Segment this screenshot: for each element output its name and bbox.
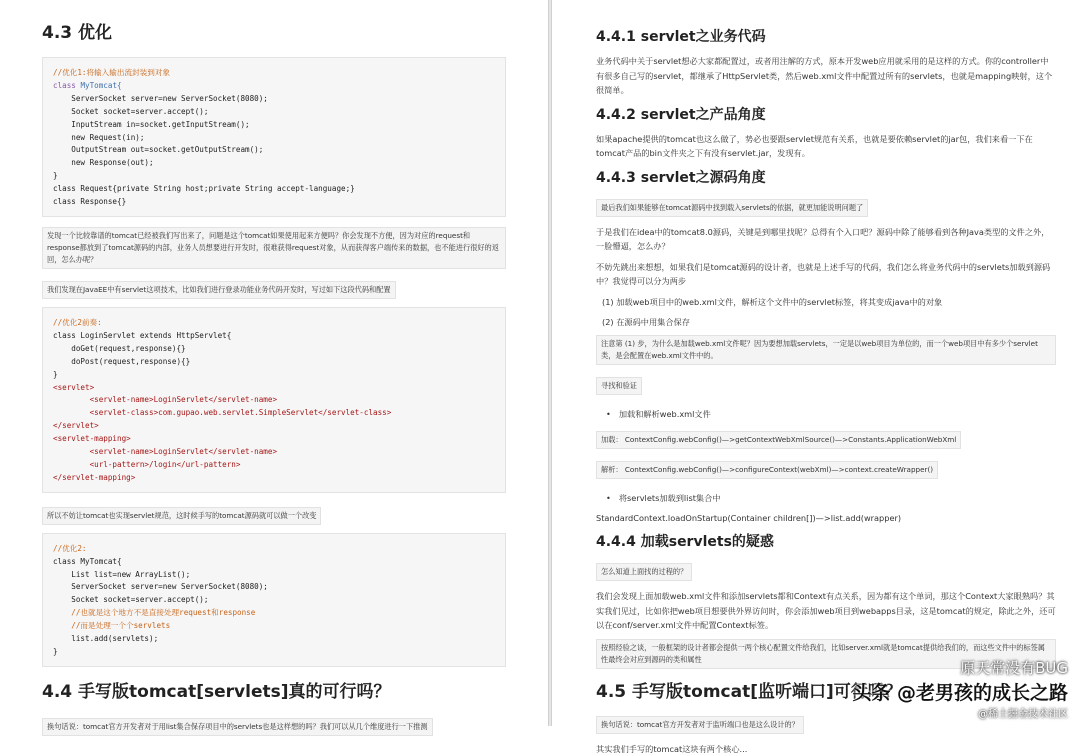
paragraph-4-4-3-b: 不妨先跳出来想想，如果我们是tomcat源码的设计者，也就是上述手写的代码，我们怎么将业务代码中的servlets加载到源码中？我觉得可以分为两步 <box>596 260 1056 289</box>
code-comment: //而是处理一个个servlets <box>53 621 170 630</box>
code-line: InputStream in=socket.getInputStream(); <box>53 120 250 129</box>
heading-4-4-1: 4.4.1 servlet之业务代码 <box>596 26 1056 46</box>
paragraph-4-5: 其实我们手写的tomcat这块有两个核心... <box>596 742 1056 756</box>
step-1: (1) 加载web项目中的web.xml文件，解析这个文件中的servlet标签，将其变成java中的对象 <box>602 295 1056 309</box>
code-line: ServerSocket server=new ServerSocket(8080); <box>53 582 268 591</box>
code-block-2 <box>42 307 506 493</box>
xml-line: <servlet-name>LoginServlet</servlet-name> <box>53 447 277 456</box>
xml-line: </servlet> <box>53 421 99 430</box>
code-line: Socket socket=server.accept(); <box>53 595 208 604</box>
watermark <box>852 657 1068 720</box>
xml-line: </servlet-mapping> <box>53 473 135 482</box>
code-line: OutputStream out=socket.getOutputStream(); <box>53 145 263 154</box>
note-4-4-3: 最后我们如果能够在tomcat源码中找到载入servlets的依据，就更加能说明问题了 <box>596 199 868 217</box>
xml-line: <servlet-mapping> <box>53 434 131 443</box>
code-block-1 <box>42 57 506 217</box>
paragraph-4-4-3-a: 于是我们在idea中的tomcat8.0源码，关键是到哪里找呢？总得有个入口吧？源码中除了能够看到各种Java类型的文件之外，一脸懵逼，怎么办？ <box>596 225 1056 254</box>
code-line: class Request{private String host;private String accept-language;} <box>53 184 355 193</box>
bullet-add-to-list: • 将servlets加载到list集合中 <box>606 491 1056 505</box>
note-verify: 寻找和验证 <box>596 377 642 395</box>
paragraph-standard-context: StandardContext.loadOnStartup(Container children[])—>list.add(wrapper) <box>596 511 1056 526</box>
note-4-5: 换句话说：tomcat官方开发者对于监听端口也是这么设计的？ <box>596 716 804 734</box>
note-paragraph-2: 我们发现在JavaEE中有servlet这项技术，比如我们进行登录功能业务代码开发时，写过如下这段代码和配置 <box>42 281 396 299</box>
code-line: new Response(out); <box>53 158 154 167</box>
watermark-line-top: 原天常没有BUG <box>852 657 1068 678</box>
paragraph-4-4-1: 业务代码中关于servlet想必大家都配置过，或者用注解的方式，原本开发web应用就采用的是这样的方式。你的controller中有很多自己写的servlet，都继承了HttpServlet类，然后web.xml文件中配置过所有的servlets，也就是mapping映射，这个很简单。 <box>596 54 1056 98</box>
code-line: doPost(request,response){} <box>53 357 190 366</box>
section-heading-4-5: 4.5 手写版tomcat[监听端口]可行吗？ <box>596 677 1056 702</box>
xml-line: <servlet-class>com.gupao.web.servlet.SimpleServlet</servlet-class> <box>53 408 391 417</box>
note-4-4-4: 怎么知道上面找的过程的？ <box>596 563 692 581</box>
note-paragraph-4: 换句话说：tomcat官方开发者对于用list集合保存项目中的servlets也是这样想的吗？我们可以从几个维度进行一下推测 <box>42 718 433 736</box>
xml-line: <servlet-name>LoginServlet</servlet-name> <box>53 395 277 404</box>
code-line: List list=new ArrayList(); <box>53 570 190 579</box>
section-heading-4-4: 4.4 手写版tomcat[servlets]真的可行吗？ <box>42 677 506 702</box>
code-line: } <box>53 647 58 656</box>
code-comment: //优化1:将输入输出流封装到对象 <box>53 68 170 77</box>
code-keyword: class <box>53 81 76 90</box>
code-line: Socket socket=server.accept(); <box>53 107 208 116</box>
heading-4-4-4: 4.4.4 加载servlets的疑惑 <box>596 531 1056 551</box>
paragraph-4-4-4: 我们会发现上面加载web.xml文件和添加servlets都和Context有点关系，因为都有这个单词，那这个Context大家眼熟吗？其实我们见过，比如你把web项目想要供外界访问时，你会添加web项目到webapps目录，这是tomcat的规定，除此之外，还可以在conf/server.xml文件中配置Context标签。 <box>596 589 1056 633</box>
code-line: } <box>53 171 58 180</box>
code-line: class Response{} <box>53 197 126 206</box>
xml-line: <url-pattern>/login</url-pattern> <box>53 460 240 469</box>
heading-4-4-3: 4.4.3 servlet之源码角度 <box>596 167 1056 187</box>
note-load-chain: 加载： ContextConfig.webConfig()—>getContextWebXmlSource()—>Constants.ApplicationWebXml <box>596 431 961 449</box>
step-2: (2) 在源码中用集合保存 <box>602 315 1056 329</box>
note-attention: 注意第 (1) 步，为什么是加载web.xml文件呢？因为要想加载servlets，一定是以web项目为单位的，而一个web项目中有多少个servlet类，是会配置在web.xml文件中的。 <box>596 335 1056 365</box>
right-page <box>552 0 1080 726</box>
watermark-line-1: 头条 @老男孩的成长之路 <box>852 678 1068 705</box>
code-line: new Request(in); <box>53 133 144 142</box>
code-line: MyTomcat{ <box>80 81 121 90</box>
note-4-4-4-experience: 按照经验之谈，一般框架的设计者都会提供一两个核心配置文件给我们，比如server.xml就是tomcat提供给我们的，而这些文件中的标签属性最终会对应到源码的类和属性 <box>596 639 1056 669</box>
code-block-3 <box>42 533 506 667</box>
code-line: doGet(request,response){} <box>53 344 186 353</box>
xml-line: <servlet> <box>53 383 94 392</box>
code-line: list.add(servlets); <box>53 634 158 643</box>
code-line: ServerSocket server=new ServerSocket(8080); <box>53 94 268 103</box>
code-comment: //优化2前奏: <box>53 318 102 327</box>
code-line: } <box>53 370 58 379</box>
code-line: class MyTomcat{ <box>53 557 122 566</box>
note-paragraph-1: 发现一个比较靠谱的tomcat已经被我们写出来了，问题是这个tomcat如果使用起来方便吗？你会发现不方便，因为对应的request和response都放到了tomcat源码的内部，业务人员想要进行开发时，很难获得request对象，从而获得客户端传来的数据，也不能进行很好的返回，怎么办呢？ <box>42 227 506 269</box>
watermark-line-2: @稀土掘金技术社区 <box>852 705 1068 720</box>
section-heading-4-3: 4.3 优化 <box>42 18 506 43</box>
bullet-load-webxml: • 加载和解析web.xml文件 <box>606 407 1056 421</box>
code-comment: //优化2: <box>53 544 86 553</box>
heading-4-4-2: 4.4.2 servlet之产品角度 <box>596 104 1056 124</box>
code-line: class LoginServlet extends HttpServlet{ <box>53 331 231 340</box>
code-comment: //也就是这个地方不是直接处理request和response <box>53 608 255 617</box>
left-page <box>0 0 548 726</box>
note-parse-chain: 解析： ContextConfig.webConfig()—>configureContext(webXml)—>context.createWrapper() <box>596 461 938 479</box>
paragraph-4-4-2: 如果apache提供的tomcat也这么做了，势必也要跟servlet规范有关系，也就是要依赖servlet的jar包，我们来看一下在tomcat产品的bin文件夹之下有没有servlet.jar，发现有。 <box>596 132 1056 161</box>
note-paragraph-3: 所以不妨让tomcat也实现servlet规范，这时候手写的tomcat源码就可以做一个改变 <box>42 507 321 525</box>
